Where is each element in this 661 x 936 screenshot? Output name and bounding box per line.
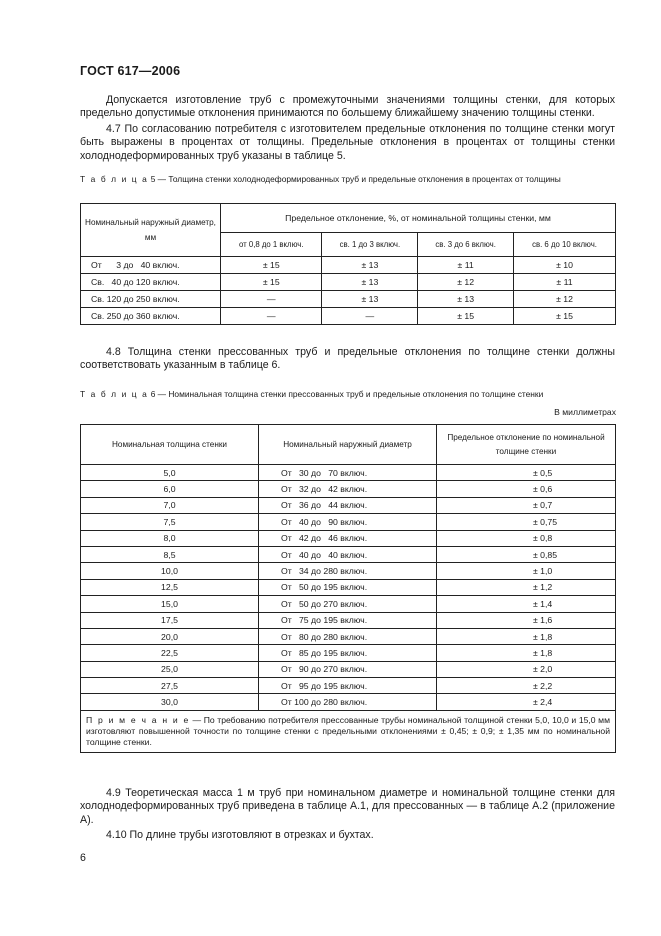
table6-thickness-cell: 5,0 (81, 465, 259, 481)
table6-diameter-cell: От 42 до 46 включ. (259, 530, 437, 546)
table6-thickness-cell: 27,5 (81, 678, 259, 694)
table6-caption-text: 6 — Номинальная толщина стенки прессованных труб и предельные отклонения по толщине стенки (150, 389, 544, 399)
table6-deviation-cell: ± 1,8 (437, 628, 616, 644)
table6-thickness-cell: 12,5 (81, 579, 259, 595)
table-row (81, 694, 616, 710)
table5-cell: — (322, 308, 418, 325)
table5-caption (80, 174, 618, 185)
table6-thickness-cell: 15,0 (81, 596, 259, 612)
table5-row-label: Св. 250 до 360 включ. (81, 308, 221, 325)
table6-thickness-cell: 25,0 (81, 661, 259, 677)
table-row (81, 291, 616, 308)
table6-diameter-cell: От 75 до 195 включ. (259, 612, 437, 628)
table-row (81, 678, 616, 694)
table-row (81, 308, 616, 325)
table6-deviation-cell: ± 1,6 (437, 612, 616, 628)
table-row (81, 481, 616, 497)
table5-cell: ± 15 (221, 274, 322, 291)
table5-row-label: Св. 40 до 120 включ. (81, 274, 221, 291)
table5-cell: ± 11 (418, 257, 514, 274)
table6-diameter-cell: От 40 до 90 включ. (259, 514, 437, 530)
table-row (81, 579, 616, 595)
table5-cell: ± 13 (322, 257, 418, 274)
table-row (81, 530, 616, 546)
table6-diameter-cell: От 85 до 195 включ. (259, 645, 437, 661)
paragraph-4-10: 4.10 По длине трубы изготовляют в отрезках и бухтах. (106, 829, 374, 841)
paragraph-4-9: 4.9 Теоретическая масса 1 м труб при номинальном диаметре и номинальной толщине стенки для холоднодеформированных труб приведена в таблице А.1, для прессованных — в таблице А.2 (приложение А). (80, 787, 615, 826)
table6-diameter-cell: От 100 до 280 включ. (259, 694, 437, 710)
table6-diameter-cell: От 90 до 270 включ. (259, 661, 437, 677)
table-row (81, 257, 616, 274)
table5-caption-text: 5 — Толщина стенки холоднодеформированных труб и предельные отклонения в процентах от толщины (150, 174, 561, 184)
table6-note-text: — По требованию потребителя прессованные трубы номинальной толщиной стенки 5,0, 10,0 и 15,0 мм изготовляют повышенной точности по толщине стенки с предельными отклонениями ± 0,45; ± 0,9; ± 1,35 мм по номинальной толщине стенки. (86, 714, 610, 747)
table6-note-row (81, 710, 616, 752)
table-row (81, 465, 616, 481)
table5-cell: ± 13 (418, 291, 514, 308)
table6-diameter-cell: От 34 до 280 включ. (259, 563, 437, 579)
table6-diameter-cell: От 50 до 195 включ. (259, 579, 437, 595)
table6-deviation-cell: ± 0,7 (437, 497, 616, 513)
paragraph-intermediate-values: Допускается изготовление труб с промежуточными значениями толщины стенки, для которых предельно допустимые отклонения принимаются по большему ближайшему значению толщины стенки. (80, 94, 615, 120)
table6-thickness-cell: 20,0 (81, 628, 259, 644)
table5-subheader: св. 1 до 3 включ. (322, 233, 418, 257)
table6-deviation-cell: ± 1,4 (437, 596, 616, 612)
table5-cell: ± 10 (514, 257, 616, 274)
table5-header-diameter: Номинальный наружный диаметр, мм (81, 204, 221, 257)
table5-cell: ± 15 (418, 308, 514, 325)
document-header: ГОСТ 617—2006 (80, 64, 181, 78)
table6-header-deviation: Предельное отклонение по номинальной толщине стенки (437, 425, 616, 465)
table5-cell: ± 12 (514, 291, 616, 308)
table5-row-label: Св. 120 до 250 включ. (81, 291, 221, 308)
table6-units: В миллиметрах (554, 407, 616, 417)
table5-cell: ± 13 (322, 291, 418, 308)
table6-diameter-cell: От 40 до 40 включ. (259, 546, 437, 562)
paragraph-4-8: 4.8 Толщина стенки прессованных труб и предельные отклонения по толщине стенки должны соответствовать указанным в таблице 6. (80, 346, 615, 372)
table6-note-label: П р и м е ч а н и е (86, 714, 190, 725)
table6-caption (80, 389, 618, 400)
table6-header-thickness: Номинальная толщина стенки (81, 425, 259, 465)
table6-diameter-cell: От 30 до 70 включ. (259, 465, 437, 481)
table6-deviation-cell: ± 1,2 (437, 579, 616, 595)
table6-deviation-cell: ± 0,75 (437, 514, 616, 530)
table5-subheader: от 0,8 до 1 включ. (221, 233, 322, 257)
table6-deviation-cell: ± 2,2 (437, 678, 616, 694)
table-row (81, 628, 616, 644)
table6-thickness-cell: 30,0 (81, 694, 259, 710)
table-row (81, 563, 616, 579)
table6-deviation-cell: ± 0,85 (437, 546, 616, 562)
table5-header-group: Предельное отклонение, %, от номинальной толщины стенки, мм (221, 204, 616, 233)
table-row (81, 661, 616, 677)
table6 (80, 424, 616, 753)
table6-deviation-cell: ± 0,8 (437, 530, 616, 546)
table5-cell: ± 12 (418, 274, 514, 291)
table5 (80, 203, 616, 325)
page-number: 6 (80, 852, 86, 864)
table-row (81, 612, 616, 628)
table-row (81, 274, 616, 291)
paragraph-4-7: 4.7 По согласованию потребителя с изготовителем предельные отклонения по толщине стенки могут быть выражены в процентах от толщины. Предельные отклонения в процентах от толщины стенки холоднодеформированных труб указаны в таблице 5. (80, 123, 615, 162)
table6-thickness-cell: 7,0 (81, 497, 259, 513)
table6-diameter-cell: От 80 до 280 включ. (259, 628, 437, 644)
table5-cell: ± 13 (322, 274, 418, 291)
table6-deviation-cell: ± 2,4 (437, 694, 616, 710)
table6-diameter-cell: От 95 до 195 включ. (259, 678, 437, 694)
table6-deviation-cell: ± 0,6 (437, 481, 616, 497)
table5-subheader: св. 6 до 10 включ. (514, 233, 616, 257)
table6-thickness-cell: 8,5 (81, 546, 259, 562)
table5-cell: ± 15 (514, 308, 616, 325)
table6-deviation-cell: ± 1,0 (437, 563, 616, 579)
table-row (81, 645, 616, 661)
table6-note (81, 710, 616, 752)
table-row (81, 596, 616, 612)
table6-thickness-cell: 8,0 (81, 530, 259, 546)
table6-thickness-cell: 17,5 (81, 612, 259, 628)
table6-deviation-cell: ± 2,0 (437, 661, 616, 677)
table5-cell: — (221, 308, 322, 325)
table5-cell: ± 15 (221, 257, 322, 274)
table5-row-label: От 3 до 40 включ. (81, 257, 221, 274)
table6-header-diameter: Номинальный наружный диаметр (259, 425, 437, 465)
table6-thickness-cell: 7,5 (81, 514, 259, 530)
table6-thickness-cell: 10,0 (81, 563, 259, 579)
table-row (81, 514, 616, 530)
table6-deviation-cell: ± 0,5 (437, 465, 616, 481)
table6-thickness-cell: 6,0 (81, 481, 259, 497)
table6-diameter-cell: От 36 до 44 включ. (259, 497, 437, 513)
table5-cell: ± 11 (514, 274, 616, 291)
table6-deviation-cell: ± 1,8 (437, 645, 616, 661)
table6-diameter-cell: От 50 до 270 включ. (259, 596, 437, 612)
table6-caption-label: Т а б л и ц а (80, 389, 149, 399)
table-row (81, 546, 616, 562)
table6-diameter-cell: От 32 до 42 включ. (259, 481, 437, 497)
table5-cell: — (221, 291, 322, 308)
table5-subheader: св. 3 до 6 включ. (418, 233, 514, 257)
table6-thickness-cell: 22,5 (81, 645, 259, 661)
table5-caption-label: Т а б л и ц а (80, 174, 149, 184)
table-row (81, 497, 616, 513)
